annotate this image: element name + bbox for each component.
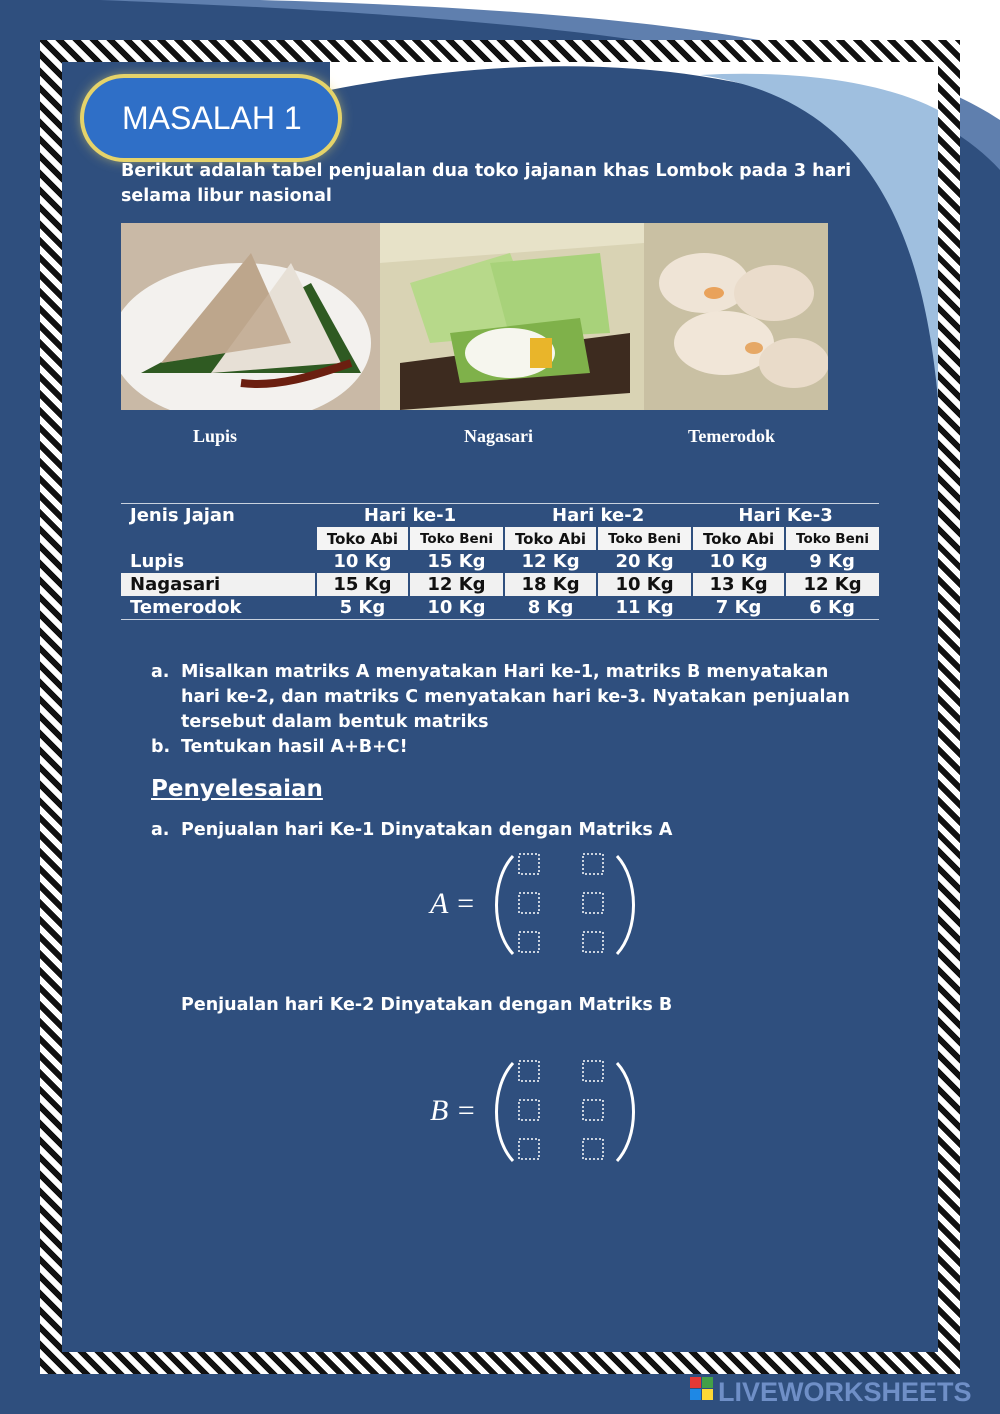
matrix-a-input[interactable] — [519, 932, 539, 952]
matrix-b-input[interactable] — [519, 1061, 539, 1081]
shop-header: Toko Abi — [316, 527, 409, 550]
matrix-a-label: A = — [430, 887, 476, 920]
table-cell: 7 Kg — [715, 597, 762, 618]
table-cell: 13 Kg — [692, 573, 785, 596]
watermark-text: LIVEWORKSHEETS — [718, 1377, 972, 1406]
matrix-b-input[interactable] — [583, 1061, 603, 1081]
shop-header: Toko Beni — [409, 527, 504, 550]
solution-a — [151, 820, 672, 840]
solution-a-text: Penjualan hari Ke-1 Dinyatakan dengan Matriks A — [181, 820, 673, 840]
row-label: Nagasari — [121, 573, 316, 596]
table-row — [121, 573, 879, 596]
liveworksheets-logo — [690, 1374, 990, 1406]
matrix-b-label: B = — [430, 1094, 477, 1127]
table-cell: 12 Kg — [785, 573, 879, 596]
shop-header: Toko Abi — [692, 527, 785, 550]
table-cell: 11 Kg — [615, 597, 674, 618]
matrix-a-input[interactable] — [583, 854, 603, 874]
matrix-a-input[interactable] — [519, 893, 539, 913]
nagasari-image — [380, 223, 644, 410]
solution-marker: a. — [151, 820, 170, 840]
question-list — [151, 660, 871, 760]
table-cell: 10 Kg — [427, 597, 486, 618]
table-cell: 8 Kg — [527, 597, 574, 618]
table-cell: 12 Kg — [409, 573, 504, 596]
problem-title: MASALAH 1 — [122, 99, 302, 136]
intro-text: Berikut adalah tabel penjualan dua toko jajanan khas Lombok pada 3 hari selama libur nasional — [121, 161, 852, 206]
table-cell: 10 Kg — [709, 551, 768, 572]
header-day-1: Hari ke-1 — [363, 505, 457, 526]
matrix-a-input[interactable] — [583, 893, 603, 913]
table-cell: 9 Kg — [809, 551, 855, 572]
table-row — [121, 596, 879, 620]
shop-header: Toko Beni — [597, 527, 692, 550]
matrix-a-input[interactable] — [519, 854, 539, 874]
lupis-image — [121, 223, 380, 410]
table-cell: 18 Kg — [504, 573, 597, 596]
nagasari-caption: Nagasari — [464, 426, 533, 446]
table-cell: 15 Kg — [427, 551, 486, 572]
header-day-2: Hari ke-2 — [552, 505, 645, 526]
shop-header: Toko Beni — [785, 527, 879, 550]
matrix-a-input[interactable] — [583, 932, 603, 952]
header-day-3: Hari Ke-3 — [738, 505, 833, 526]
question-item — [151, 735, 871, 760]
question-marker: b. — [151, 737, 171, 757]
table-cell: 5 Kg — [339, 597, 386, 618]
solution-title: Penyelesaian — [151, 776, 323, 802]
matrix-b — [425, 1057, 645, 1167]
lupis-caption: Lupis — [193, 426, 238, 446]
matrix-b-input[interactable] — [583, 1139, 603, 1159]
table-cell: 12 Kg — [521, 551, 580, 572]
question-item — [151, 660, 871, 735]
matrix-b-input[interactable] — [583, 1100, 603, 1120]
header-jenis-jajan: Jenis Jajan — [130, 505, 235, 526]
table-cell: 10 Kg — [333, 551, 392, 572]
table-cell: 15 Kg — [316, 573, 409, 596]
temerodok-image — [644, 223, 828, 410]
sales-table — [121, 503, 879, 620]
matrix-b-input[interactable] — [519, 1139, 539, 1159]
matrix-b-input[interactable] — [519, 1100, 539, 1120]
solution-b-text: Penjualan hari Ke-2 Dinyatakan dengan Matriks B — [181, 995, 673, 1015]
table-cell: 20 Kg — [615, 551, 674, 572]
table-header-row — [121, 504, 879, 528]
temerodok-caption: Temerodok — [688, 426, 776, 446]
question-marker: a. — [151, 662, 170, 682]
table-cell: 6 Kg — [809, 597, 855, 618]
problem-badge — [84, 78, 338, 158]
table-row — [121, 550, 879, 573]
matrix-a — [425, 850, 645, 960]
question-text: Misalkan matriks A menyatakan Hari ke-1, matriks B menyatakan hari ke-2, dan matriks C menyatakan hari ke-3. Nyatakan penjualan tersebut dalam bentuk matriks — [181, 662, 850, 732]
shop-header: Toko Abi — [504, 527, 597, 550]
question-text: Tentukan hasil A+B+C! — [181, 737, 408, 757]
table-shop-row — [121, 527, 879, 550]
row-label: Temerodok — [130, 597, 242, 618]
table-cell: 10 Kg — [597, 573, 692, 596]
row-label: Lupis — [130, 551, 185, 572]
